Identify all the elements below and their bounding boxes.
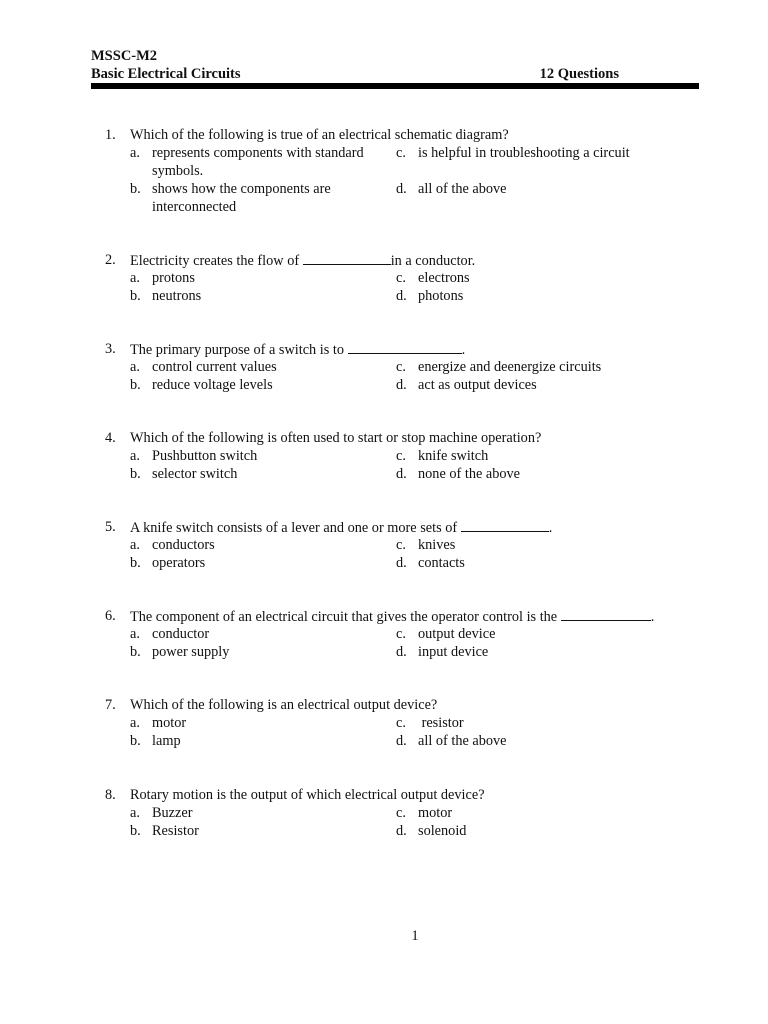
question-prompt-end: .: [548, 520, 553, 536]
question-text: [130, 251, 475, 270]
option-text: input device: [418, 644, 489, 660]
question-text: [130, 126, 509, 144]
option-letter: d.: [396, 823, 407, 839]
option-letter: a.: [130, 626, 140, 642]
question-number: 1.: [105, 127, 116, 143]
question-2: [0, 251, 768, 305]
question-7: [0, 696, 768, 750]
option-text: solenoid: [418, 823, 467, 839]
option-text: resistor: [418, 715, 464, 731]
question-prompt: A knife switch consists of a lever and one or more sets of: [130, 520, 461, 536]
option-letter: c.: [396, 270, 406, 286]
option-letter: a.: [130, 537, 140, 553]
option-text: none of the above: [418, 466, 521, 482]
option-text: is helpful in troubleshooting a circuit: [418, 145, 630, 161]
question-1: [0, 126, 768, 216]
question-5: [0, 518, 768, 572]
option-text: output device: [418, 626, 496, 642]
option-letter: b.: [130, 288, 141, 304]
question-number: 7.: [105, 697, 116, 713]
question-prompt-end: .: [650, 609, 655, 625]
option-letter: a.: [130, 805, 140, 821]
option-text: reduce voltage levels: [152, 377, 273, 393]
option-text: all of the above: [418, 181, 507, 197]
option-letter: a.: [130, 145, 140, 161]
option-text: protons: [152, 270, 195, 286]
option-letter: a.: [130, 715, 140, 731]
option-text: represents components with standard symbols.: [152, 145, 364, 179]
option-text: power supply: [152, 644, 230, 660]
course-code: MSSC-M2: [91, 48, 158, 64]
option-letter: c.: [396, 715, 406, 731]
option-letter: d.: [396, 377, 407, 393]
question-prompt: The component of an electrical circuit that gives the operator control is the: [130, 609, 561, 625]
question-count: 12 Questions: [539, 66, 619, 82]
option-letter: c.: [396, 359, 406, 375]
option-text: knife switch: [418, 448, 489, 464]
option-letter: d.: [396, 466, 407, 482]
answer-blank: [348, 340, 462, 354]
question-prompt: Which of the following is often used to start or stop machine operation?: [130, 430, 542, 446]
question-text: [130, 786, 485, 804]
option-text: selector switch: [152, 466, 238, 482]
option-text: all of the above: [418, 733, 507, 749]
answer-blank: [303, 251, 391, 265]
question-8: [0, 786, 768, 840]
question-prompt: Which of the following is true of an electrical schematic diagram?: [130, 127, 509, 143]
question-4: [0, 429, 768, 483]
option-text: motor: [152, 715, 187, 731]
option-text: conductors: [152, 537, 215, 553]
question-3: [0, 340, 768, 394]
option-letter: a.: [130, 270, 140, 286]
question-text: [130, 518, 552, 537]
option-text: neutrons: [152, 288, 202, 304]
option-letter: c.: [396, 805, 406, 821]
option-letter: c.: [396, 626, 406, 642]
option-text: lamp: [152, 733, 181, 749]
option-letter: b.: [130, 555, 141, 571]
answer-blank: [561, 607, 651, 621]
option-letter: d.: [396, 644, 407, 660]
option-text: operators: [152, 555, 206, 571]
question-text: [130, 696, 437, 714]
option-letter: b.: [130, 644, 141, 660]
question-6: [0, 607, 768, 661]
option-text: motor: [418, 805, 453, 821]
option-letter: d.: [396, 733, 407, 749]
option-letter: b.: [130, 377, 141, 393]
question-prompt-end: in a conductor.: [390, 253, 476, 269]
option-letter: b.: [130, 823, 141, 839]
option-letter: b.: [130, 181, 141, 197]
option-text: control current values: [152, 359, 277, 375]
question-text: [130, 340, 465, 359]
option-letter: b.: [130, 466, 141, 482]
option-text: conductor: [152, 626, 210, 642]
question-prompt: Which of the following is an electrical output device?: [130, 697, 438, 713]
option-text: Buzzer: [152, 805, 193, 821]
header-rule: [91, 83, 699, 89]
question-prompt-end: .: [461, 342, 466, 358]
option-letter: a.: [130, 359, 140, 375]
option-text: electrons: [418, 270, 470, 286]
option-text: energize and deenergize circuits: [418, 359, 602, 375]
option-text: photons: [418, 288, 464, 304]
option-letter: d.: [396, 288, 407, 304]
option-text: Resistor: [152, 823, 199, 839]
option-letter: d.: [396, 555, 407, 571]
answer-blank: [461, 518, 549, 532]
question-prompt: The primary purpose of a switch is to: [130, 342, 348, 358]
question-prompt: Rotary motion is the output of which electrical output device?: [130, 787, 485, 803]
option-text: act as output devices: [418, 377, 537, 393]
option-letter: c.: [396, 537, 406, 553]
option-letter: a.: [130, 448, 140, 464]
option-letter: c.: [396, 448, 406, 464]
option-text: Pushbutton switch: [152, 448, 258, 464]
option-letter: c.: [396, 145, 406, 161]
question-text: [130, 607, 654, 626]
question-number: 3.: [105, 341, 116, 357]
page-number: 1: [411, 928, 419, 944]
question-number: 6.: [105, 608, 116, 624]
question-number: 5.: [105, 519, 116, 535]
option-text: shows how the components are interconnected: [152, 181, 331, 215]
question-number: 8.: [105, 787, 116, 803]
question-number: 4.: [105, 430, 116, 446]
option-letter: b.: [130, 733, 141, 749]
option-letter: d.: [396, 181, 407, 197]
document-title: Basic Electrical Circuits: [91, 66, 241, 82]
question-text: [130, 429, 541, 447]
question-number: 2.: [105, 252, 116, 268]
question-prompt: Electricity creates the flow of: [130, 253, 303, 269]
option-text: knives: [418, 537, 456, 553]
document-header: [91, 47, 699, 83]
option-text: contacts: [418, 555, 465, 571]
